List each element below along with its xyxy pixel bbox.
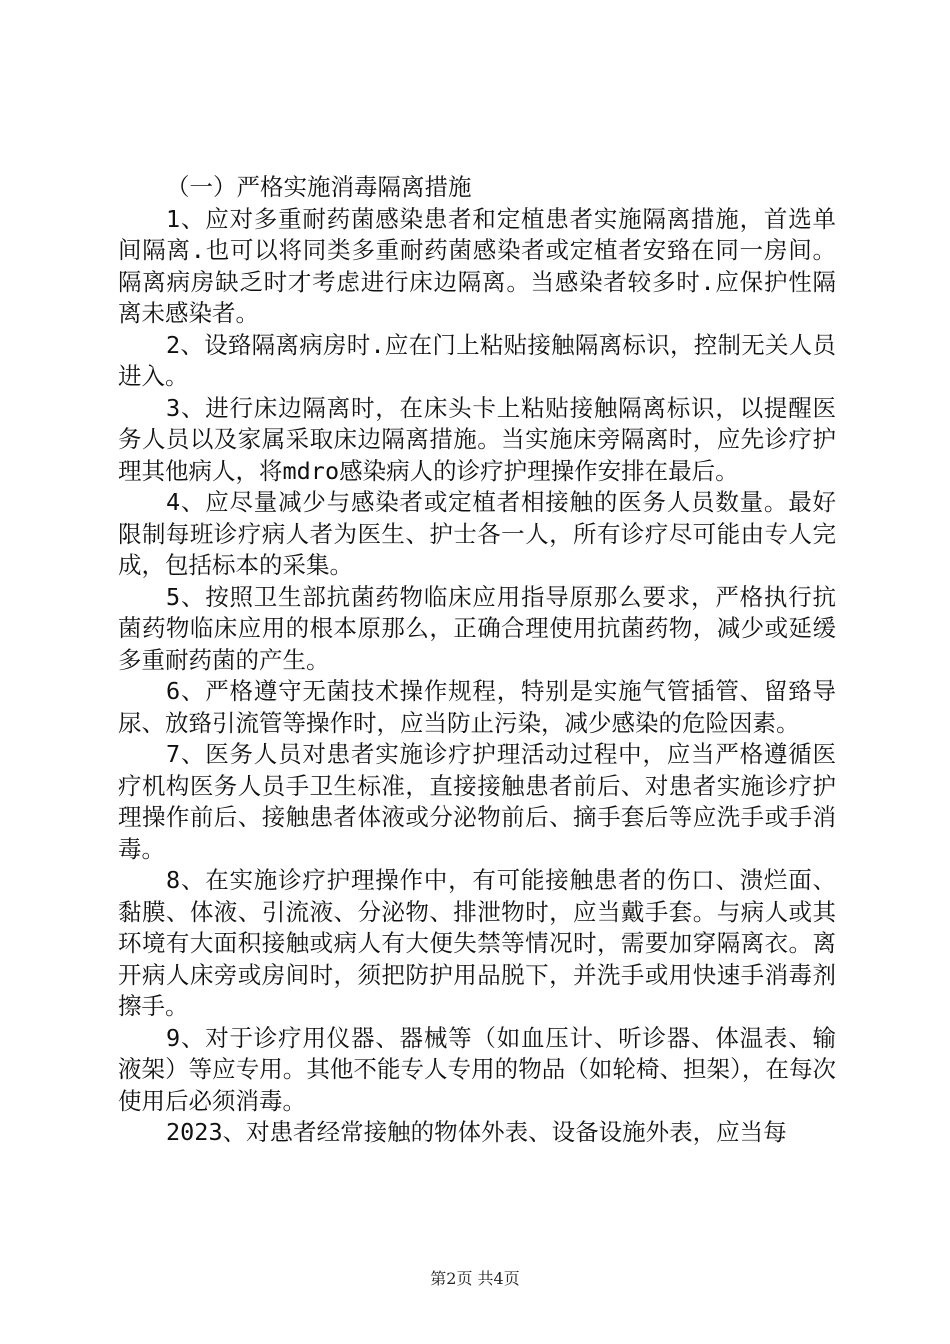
paragraph-4: 4、应尽量减少与感染者或定植者相接触的医务人员数量。最好限制每班诊疗病人者为医生、护士各一人，所有诊疗尽可能由专人完成，包括标本的采集。 (118, 488, 836, 579)
paragraph-2: 2、设臵隔离病房时.应在门上粘贴接触隔离标识，控制无关人员进入。 (118, 330, 836, 390)
paragraph-6: 6、严格遵守无菌技术操作规程，特别是实施气管插管、留臵导尿、放臵引流管等操作时，应当防止污染，减少感染的危险因素。 (118, 677, 836, 737)
paragraph-10: 2023、对患者经常接触的物体外表、设备设施外表，应当每 (166, 1118, 787, 1146)
document-body (118, 172, 836, 1149)
page-footer (0, 1266, 950, 1289)
paragraph-9: 9、对于诊疗用仪器、器械等（如血压计、听诊器、体温表、输液架）等应专用。其他不能专人专用的物品（如轮椅、担架），在每次使用后必须消毒。 (118, 1023, 836, 1115)
paragraph-8: 8、在实施诊疗护理操作中，有可能接触患者的伤口、溃烂面、黏膜、体液、引流液、分泌物、排泄物时，应当戴手套。与病人或其环境有大面积接触或病人有大便失禁等情况时，需要加穿隔离衣。离开病人床旁或房间时，须把防护用品脱下，并洗手或用快速手消毒剂擦手。 (118, 866, 836, 1020)
page-number-label: 第2页 共4页 (430, 1269, 520, 1288)
paragraph-7: 7、医务人员对患者实施诊疗护理活动过程中，应当严格遵循医疗机构医务人员手卫生标准，直接接触患者前后、对患者实施诊疗护理操作前后、接触患者体液或分泌物前后、摘手套后等应洗手或手消毒。 (118, 740, 836, 863)
paragraph-5: 5、按照卫生部抗菌药物临床应用指导原那么要求，严格执行抗菌药物临床应用的根本原那么，正确合理使用抗菌药物，减少或延缓多重耐药菌的产生。 (118, 582, 836, 674)
section-heading: （一）严格实施消毒隔离措施 (166, 173, 472, 201)
paragraph-3: 3、进行床边隔离时，在床头卡上粘贴接触隔离标识，以提醒医务人员以及家属采取床边隔离措施。当实施床旁隔离时，应先诊疗护理其他病人，将mdro感染病人的诊疗护理操作安排在最后。 (118, 393, 836, 485)
paragraph-1: 1、应对多重耐药菌感染患者和定植患者实施隔离措施，首选单间隔离.也可以将同类多重耐药菌感染者或定植者安臵在同一房间。隔离病房缺乏时才考虑进行床边隔离。当感染者较多时.应保护性隔离未感染者。 (118, 204, 836, 327)
